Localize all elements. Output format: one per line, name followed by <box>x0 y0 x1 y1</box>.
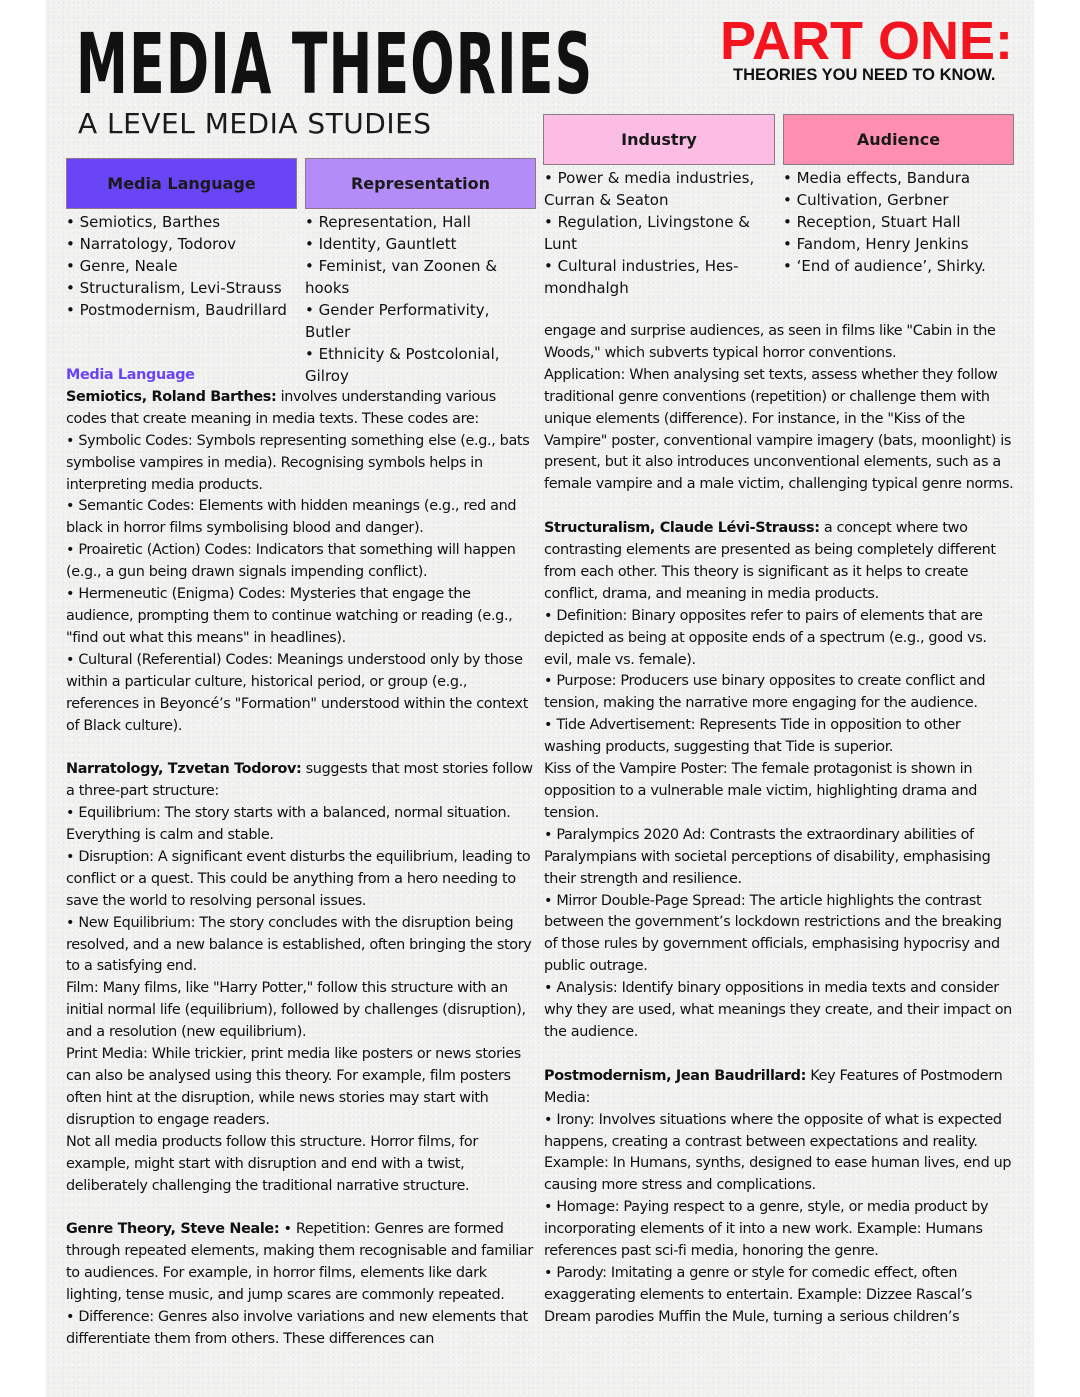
list-item: • Mirror Double-Page Spread: The article highlights the contrast between the government’s lockdown restrictions and the breaking of those rules by government officials, emphasising hypocrisy and public outrage. <box>544 892 1002 975</box>
list-item: • Narratology, Todorov <box>66 235 237 253</box>
list-item: Film: Many films, like "Harry Potter," follow this structure with an initial normal life (equilibrium), followed by challenges (disruption), and a resolution (new equilibrium). <box>66 980 526 1041</box>
category-box-audience <box>783 114 1014 165</box>
list-item: • Structuralism, Levi-Strauss <box>66 279 282 297</box>
category-label: Audience <box>856 130 941 149</box>
list-item: Not all media products follow this structure. Horror films, for example, might start with disruption and end with a twist, deliberately challenging the traditional narrative structure. <box>66 1133 478 1194</box>
category-label: Representation <box>350 174 491 193</box>
list-item: • Symbolic Codes: Symbols representing something else (e.g., bats symbolise vampires in media). Recognising symbols helps in interpreting media products. <box>66 432 530 493</box>
genre-intro: Genre Theory, Steve Neale: • Repetition: Genres are formed through repeated elements, making them recognisable and familiar to audiences. For example, in horror films, elements like dark lighting, tense music, and jump scares are commonly repeated. <box>66 1221 533 1304</box>
part-title: PART ONE: <box>720 11 1013 71</box>
list-item: • Regulation, Livingstone & <box>544 213 750 231</box>
list-item: Lunt <box>544 235 577 253</box>
list-item: • Difference: Genres also involve variations and new elements that differentiate them from others. These differences can <box>66 1308 528 1347</box>
list-item: • Parody: Imitating a genre or style for comedic effect, often exaggerating elements to entertain. Example: Dizzee Rascal’s Dream parodies Muffin the Mule, turning a serious children’s <box>544 1264 972 1325</box>
list-item: • Representation, Hall <box>305 213 471 231</box>
category-list-audience <box>783 167 1019 277</box>
section-heading-media-language: Media Language <box>66 367 195 383</box>
list-item: • Reception, Stuart Hall <box>783 213 961 231</box>
part-subtitle: THEORIES YOU NEED TO KNOW. <box>733 66 996 84</box>
list-item: • Paralympics 2020 Ad: Contrasts the extraordinary abilities of Paralympians with societal perceptions of disability, emphasising their strength and resilience. <box>544 826 991 887</box>
category-label: Industry <box>621 130 697 149</box>
list-item: • Proairetic (Action) Codes: Indicators that something will happen (e.g., a gun being drawn signals impending conflict). <box>66 542 516 581</box>
category-box-media-language <box>66 158 297 209</box>
list-item: • Genre, Neale <box>66 257 178 275</box>
list-item: • Purpose: Producers use binary opposites to create conflict and tension, making the narrative more engaging for the audience. <box>544 673 986 712</box>
list-item: • Tide Advertisement: Represents Tide in opposition to other washing products, suggesting that Tide is superior. <box>544 717 961 756</box>
list-item: • Homage: Paying respect to a genre, style, or media product by incorporating elements of it into a new work. Example: Humans references past sci-fi media, honoring the genre. <box>544 1199 989 1260</box>
category-box-representation <box>305 158 536 209</box>
postmodernism-intro: Postmodernism, Jean Baudrillard: Key Features of Postmodern Media: <box>544 1067 1003 1106</box>
genre-continued: engage and surprise audiences, as seen in films like "Cabin in the Woods," which subverts typical horror conventions. <box>544 323 996 361</box>
list-item: • Disruption: A significant event disturbs the equilibrium, leading to conflict or a quest. This could be anything from a hero needing to save the world to resolving personal issues. <box>66 848 531 909</box>
list-item: Gilroy <box>305 367 349 385</box>
semiotics-intro: Semiotics, Roland Barthes: involves understanding various codes that create meaning in media texts. These codes are: <box>66 388 496 427</box>
list-item: • Equilibrium: The story starts with a balanced, normal situation. Everything is calm and stable. <box>66 805 511 844</box>
list-item: • Cultivation, Gerbner <box>783 191 949 209</box>
list-item: • Irony: Involves situations where the opposite of what is expected happens, creating a contrast between expectations and reality. Example: In Humans, synths, designed to ease human lives, end up causing more stress and complications. <box>544 1111 1012 1194</box>
list-item: Curran & Seaton <box>544 191 669 209</box>
list-item: • Ethnicity & Postcolonial, <box>305 345 500 363</box>
list-item: • Semantic Codes: Elements with hidden meanings (e.g., red and black in horror films symbolising blood and danger). <box>66 498 517 537</box>
semiotics-heading: Semiotics, Roland Barthes: <box>66 388 277 405</box>
list-item: • Cultural (Referential) Codes: Meanings understood only by those within a particular culture, historical period, or group (e.g., references in Beyoncé’s "Formation" understood within the context of Black culture). <box>66 651 529 734</box>
list-item: • Analysis: Identify binary oppositions in media texts and consider why they are used, what meanings they create, and their impact on the audience. <box>544 980 1012 1040</box>
postmodernism-heading: Postmodernism, Jean Baudrillard: <box>544 1067 806 1084</box>
genre-application: Application: When analysing set texts, assess whether they follow traditional genre conventions (repetition) or challenge them with unique elements (difference). For instance, in the "Kiss of the Vampire" poster, conventional vampire imagery (bats, moonlight) is present, but it also introduces unconventional elements, such as a female vampire and a male victim, challenging typical genre norms. <box>544 366 1014 493</box>
list-item: • Hermeneutic (Enigma) Codes: Mysteries that engage the audience, prompting them to continue watching or reading (e.g., "find out what this means" in headlines). <box>66 586 513 646</box>
list-item: • Fandom, Henry Jenkins <box>783 235 969 253</box>
page-subtitle: A LEVEL MEDIA STUDIES <box>78 107 432 140</box>
category-list-industry <box>544 167 780 299</box>
list-item: • Media effects, Bandura <box>783 169 971 187</box>
list-item: • Gender Performativity, <box>305 301 490 319</box>
right-column <box>544 321 1016 1329</box>
left-column <box>66 365 536 1351</box>
narratology-heading: Narratology, Tzvetan Todorov: <box>66 761 302 778</box>
list-item: • Definition: Binary opposites refer to pairs of elements that are depicted as being at opposite ends of a spectrum (e.g., good vs. evil, male vs. female). <box>544 607 987 668</box>
list-item: • ‘End of audience’, Shirky. <box>783 257 986 275</box>
list-item: mondhalgh <box>544 279 629 297</box>
list-item: Kiss of the Vampire Poster: The female protagonist is shown in opposition to a vulnerable male victim, highlighting drama and tension. <box>544 761 978 821</box>
category-list-representation <box>305 211 541 387</box>
list-item: • Postmodernism, Baudrillard <box>66 301 287 319</box>
list-item: • New Equilibrium: The story concludes with the disruption being resolved, and a new balance is established, often bringing the story to a satisfying end. <box>66 914 532 975</box>
list-item: Butler <box>305 323 351 341</box>
list-item: • Cultural industries, Hes- <box>544 257 739 275</box>
list-item: Print Media: While trickier, print media like posters or news stories can also be analysed using this theory. For example, film posters often hint at the disruption, while news stories may start with disruption to engage readers. <box>66 1046 521 1128</box>
category-box-industry <box>543 114 775 165</box>
list-item: • Power & media industries, <box>544 169 755 187</box>
genre-heading: Genre Theory, Steve Neale: <box>66 1221 280 1238</box>
list-item: • Feminist, van Zoonen & hooks <box>305 257 498 297</box>
narratology-intro: Narratology, Tzvetan Todorov: suggests that most stories follow a three-part structure: <box>66 761 533 800</box>
list-item: • Identity, Gauntlett <box>305 235 457 253</box>
category-label: Media Language <box>107 174 256 193</box>
structuralism-heading: Structuralism, Claude Lévi-Strauss: <box>544 520 820 537</box>
list-item: • Semiotics, Barthes <box>66 213 221 231</box>
category-list-media-language <box>66 211 302 321</box>
page-title: MEDIA THEORIES <box>76 15 594 113</box>
structuralism-intro: Structuralism, Claude Lévi-Strauss: a concept where two contrasting elements are presented as being completely different from each other. This theory is significant as it helps to create conflict, drama, and meaning in media products. <box>544 520 996 602</box>
